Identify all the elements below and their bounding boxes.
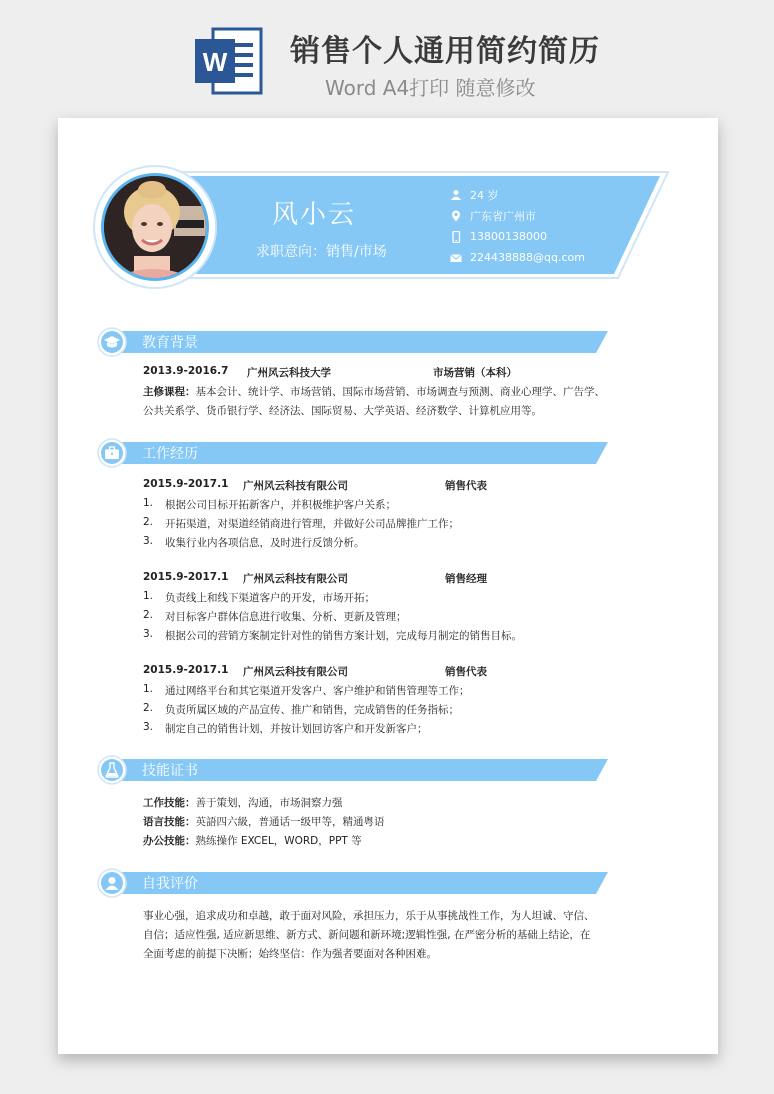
phone-text: 13800138000 xyxy=(470,230,547,243)
contact-phone xyxy=(450,230,547,243)
location-text: 广东省广州市 xyxy=(470,210,536,223)
briefcase-icon xyxy=(104,446,120,460)
job1-item1: 根据公司目标开拓新客户，并积极维护客户关系； xyxy=(165,499,396,511)
section-header-self xyxy=(96,868,616,898)
skill-value: 熟练操作 EXCEL，WORD，PPT 等 xyxy=(195,835,362,847)
job3-period: 2015.9-2017.1 xyxy=(143,664,229,676)
job1-item2: 开拓渠道，对渠道经销商进行管理，并做好公司品牌推广工作； xyxy=(165,518,459,530)
job3-company: 广州风云科技有限公司 xyxy=(243,666,348,678)
edu-major: 市场营销（本科） xyxy=(433,367,517,379)
skill-label: 办公技能： xyxy=(143,835,196,847)
edu-school: 广州风云科技大学 xyxy=(247,367,331,379)
section-title-self: 自我评价 xyxy=(142,876,198,892)
skill-value: 英語四六級，普通话一级甲等，精通粤语 xyxy=(195,816,385,828)
phone-icon xyxy=(450,231,462,243)
job2-num1: 1. xyxy=(143,590,154,602)
edu-courses-line1 xyxy=(143,384,605,399)
flask-icon xyxy=(105,762,119,778)
banner-title: 销售个人通用简约简历 xyxy=(290,34,600,69)
avatar-photo xyxy=(104,176,206,278)
job3-item2: 负责所属区域的产品宣传、推广和销售，完成销售的任务指标； xyxy=(165,704,459,716)
age-text: 24 岁 xyxy=(470,189,499,202)
skill-value: 善于策划，沟通，市场洞察力强 xyxy=(195,797,343,809)
job2-period: 2015.9-2017.1 xyxy=(143,571,229,583)
job1-company: 广州风云科技有限公司 xyxy=(243,480,348,492)
job1-num1: 1. xyxy=(143,497,154,509)
job1-num2: 2. xyxy=(143,516,154,528)
section-header-education xyxy=(96,327,616,357)
edu-courses-text1: 基本会计、统计学、市场营销、国际市场营销、市场调查与预测、商业心理学、广告学、 xyxy=(195,386,605,398)
candidate-name: 风小云 xyxy=(272,200,357,230)
avatar xyxy=(101,173,209,281)
skill-label: 语言技能： xyxy=(143,816,196,828)
edu-courses-line2: 公共关系学、货币银行学、经济法、国际贸易、大学英语、经济数学、计算机应用等。 xyxy=(143,405,542,417)
job3-num1: 1. xyxy=(143,683,154,695)
job2-company: 广州风云科技有限公司 xyxy=(243,573,348,585)
email-text: 224438888@qq.com xyxy=(470,251,585,264)
job2-item2: 对目标客户群体信息进行收集、分析、更新及管理； xyxy=(165,611,407,623)
job1-item3: 收集行业内各项信息，及时进行反馈分析。 xyxy=(165,537,365,549)
self-line3: 全面考虑的前提下决断；始终坚信：作为强者要面对各种困难。 xyxy=(143,948,437,960)
contact-email xyxy=(450,251,585,264)
job1-period: 2015.9-2017.1 xyxy=(143,478,229,490)
section-header-work xyxy=(96,438,616,468)
self-line2: 自信；适应性强, 适应新思维、新方式、新问题和新环境;逻辑性强, 在严密分析的基础上结论，在 xyxy=(143,929,591,941)
section-header-skills xyxy=(96,755,616,785)
section-title-education: 教育背景 xyxy=(142,335,198,351)
section-title-work: 工作经历 xyxy=(142,446,198,462)
graduation-cap-icon xyxy=(103,334,121,350)
skill-row-language xyxy=(143,814,385,829)
contact-location xyxy=(450,208,536,224)
word-logo-letter: W xyxy=(202,47,228,77)
job1-role: 销售代表 xyxy=(445,480,487,492)
banner-subtitle: Word A4打印 随意修改 xyxy=(325,76,536,100)
job2-num3: 3. xyxy=(143,628,154,640)
skill-label: 工作技能： xyxy=(143,797,196,809)
job2-item1: 负责线上和线下渠道客户的开发，市场开拓； xyxy=(165,592,375,604)
location-pin-icon xyxy=(450,210,462,222)
skill-row-work xyxy=(143,795,343,810)
self-line1: 事业心强，追求成功和卓越，敢于面对风险，承担压力，乐于从事挑战性工作，为人坦诚、守信、 xyxy=(143,910,595,922)
edu-courses-label: 主修课程： xyxy=(143,386,196,398)
contact-age xyxy=(450,187,499,203)
job2-role: 销售经理 xyxy=(445,573,487,585)
job1-num3: 3. xyxy=(143,535,154,547)
skill-row-office xyxy=(143,833,362,848)
edu-period: 2013.9-2016.7 xyxy=(143,365,229,377)
job2-num2: 2. xyxy=(143,609,154,621)
job3-num3: 3. xyxy=(143,721,154,733)
job3-role: 销售代表 xyxy=(445,666,487,678)
job3-item1: 通过网络平台和其它渠道开发客户、客户维护和销售管理等工作； xyxy=(165,685,470,697)
job2-item3: 根据公司的营销方案制定针对性的销售方案计划，完成每月制定的销售目标。 xyxy=(165,630,522,642)
job3-item3: 制定自己的销售计划，并按计划回访客户和开发新客户； xyxy=(165,723,428,735)
job3-num2: 2. xyxy=(143,702,154,714)
section-title-skills: 技能证书 xyxy=(142,763,198,779)
email-icon xyxy=(450,252,462,264)
person-icon xyxy=(450,189,462,201)
job-intent: 求职意向：销售/市场 xyxy=(256,244,387,260)
user-icon xyxy=(105,876,119,890)
